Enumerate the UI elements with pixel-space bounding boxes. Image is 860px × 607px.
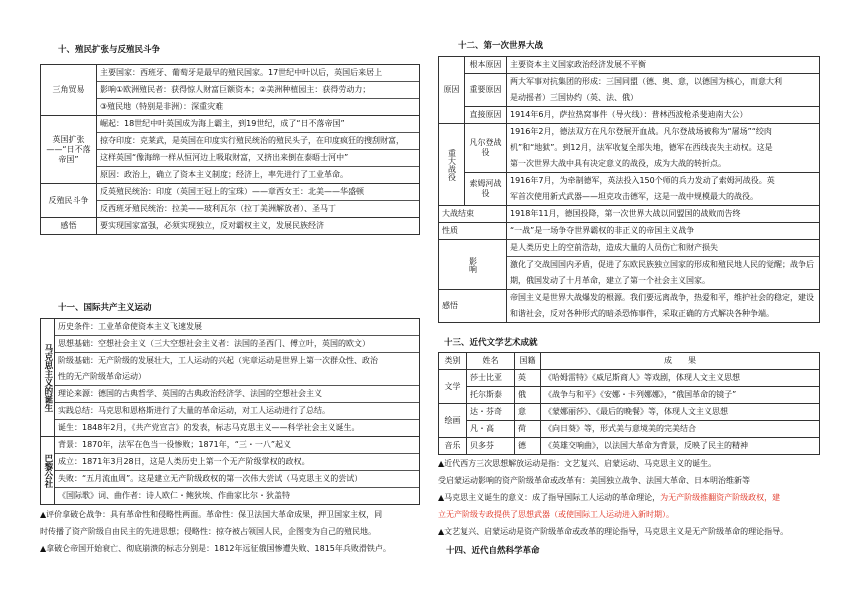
content-line: 阶级基础：无产阶级的发展壮大，工人运动的兴起（宪章运动是世界上第一次群众性、政治 <box>58 356 378 365</box>
section-13-title: 十三、近代文学艺术成就 <box>444 338 538 348</box>
table-row <box>439 173 820 206</box>
content-line: 和谐社会，反对各种形式的暗杀恐怖事件，采取正确的方式解决各种争端。 <box>510 309 774 318</box>
cause-label: 原因 <box>439 57 465 124</box>
ww1-reflection-label: 感悟 <box>439 290 507 323</box>
table-row <box>439 223 820 240</box>
major-battles-label: 重大战役 <box>447 148 457 181</box>
artist-name: 凡・高 <box>467 421 515 438</box>
content-line: 期，俄国发动了十月革命，建立了第一个社会主义国家。 <box>510 276 710 285</box>
table-row <box>439 124 820 173</box>
artist-nation: 意 <box>515 404 541 421</box>
artist-nation: 英 <box>515 370 541 387</box>
nature-label: 性质 <box>439 223 507 240</box>
table-row <box>439 387 820 404</box>
artist-work: 《英雄交响曲》，以法国大革命为背景，反映了民主的精神 <box>541 438 820 455</box>
table-row <box>41 184 420 218</box>
table-row <box>439 370 820 387</box>
artist-name: 贝多芬 <box>467 438 515 455</box>
reflection-label: 感悟 <box>41 218 97 235</box>
artist-name: 达・芬奇 <box>467 404 515 421</box>
verdun-label: 凡尔登战役 <box>465 124 507 173</box>
section-12-title: 十二、第一次世界大战 <box>458 41 544 51</box>
table-row <box>439 57 820 74</box>
category-painting: 绘画 <box>439 404 467 438</box>
content-line: “一战”是一场争夺世界霸权的非正义的帝国主义战争 <box>510 226 695 235</box>
content-line: 帝国主义是世界大战爆发的根源。我们要远离战争，热爱和平，维护社会的稳定，建设 <box>510 293 814 302</box>
table-row <box>439 240 820 290</box>
british-expansion-label: 英国扩张——“日不落帝国” <box>41 116 97 184</box>
anti-colonial-label: 反殖民斗争 <box>41 184 97 218</box>
content-line: 1914年6月，萨拉热窝事件（导火线）：普林西波枪杀斐迪南大公） <box>510 110 748 119</box>
header-category: 类别 <box>439 353 467 370</box>
root-cause-label: 根本原因 <box>465 57 507 74</box>
content-line: 主要国家：西班牙、葡萄牙是最早的殖民国家。17世纪中叶以后，英国后来居上 <box>97 65 419 82</box>
content-line: ③殖民地（特别是非洲）：深重灾难 <box>100 102 224 111</box>
content-line: 1918年11月，德国投降，第一次世界大战以同盟国的战败而告终 <box>510 209 741 218</box>
content-line: 历史条件：工业革命使资本主义飞速发展 <box>55 319 419 336</box>
marxism-significance-note-2: 立无产阶级专政提供了思想武器（或使国际工人运动进入新时期）。 <box>438 510 674 519</box>
header-nation: 国籍 <box>515 353 541 370</box>
table-row <box>41 319 420 437</box>
paris-commune-label: 巴黎公社 <box>42 453 53 488</box>
direct-cause-label: 直接原因 <box>465 107 507 124</box>
table-row <box>439 74 820 107</box>
napoleon-note-3: ▲拿破仑帝国开始衰亡、彻底崩溃的标志分别是：1812年远征俄国惨遭失败、1815年兵败滑铁卢。 <box>40 544 391 553</box>
content-line: 激化了交战国国内矛盾，促进了东欧民族独立国家的形成和殖民地人民的觉醒；战争后 <box>510 260 814 269</box>
artist-nation: 德 <box>515 438 541 455</box>
table-row <box>41 65 420 116</box>
content-line: 是动摇者）三国协约（英、法、俄） <box>510 93 638 102</box>
category-music: 音乐 <box>439 438 467 455</box>
content-line: 这样英国“像海绵一样从恒河边上吸取财富，又挤出来倒在泰晤士河中” <box>97 150 419 167</box>
artist-name: 托尔斯泰 <box>467 387 515 404</box>
section-10-title: 十、殖民扩张与反殖民斗争 <box>58 45 161 55</box>
section-14-title: 十四、近代自然科学革命 <box>446 546 540 556</box>
table-row <box>41 218 420 235</box>
content-line: 影响①欧洲殖民者：获得惊人财富巨额资本；②美洲种植园主：获得劳动力； <box>97 82 419 99</box>
header-achievement: 成 果 <box>541 353 820 370</box>
content-line: 是人类历史上的空前浩劫，造成大量的人员伤亡和财产损失 <box>507 240 819 257</box>
triangle-trade-label: 三角贸易 <box>41 65 97 116</box>
napoleon-note-2: 时传播了资产阶级自由民主的先进思想；侵略性：掠夺被占领国人民，企图变为自己的殖民地。 <box>40 527 376 536</box>
content-line: 性的无产阶级革命运动） <box>55 369 419 386</box>
war-end-label: 大战结束 <box>439 206 507 223</box>
category-literature: 文学 <box>439 370 467 404</box>
content-line: 要实现国家富强，必须实现独立，反对霸权主义，发展民族经济 <box>100 221 324 230</box>
artist-nation: 荷 <box>515 421 541 438</box>
content-line: 思想基础：空想社会主义（三大空想社会主义者：法国的圣西门、傅立叶，英国的欧文） <box>55 336 419 353</box>
napoleon-note-1: ▲评价拿破仑战争：具有革命性和侵略性两面。革命性：保卫法国大革命成果，押卫国家主权，同 <box>40 510 383 519</box>
content-line: 机”和“地狱”。到12月，法军收复全部失地，德军在西线丧失主动权。这是 <box>510 143 773 152</box>
table-row <box>439 353 820 370</box>
artist-work: 《哈姆雷特》《威尼斯商人》等戏剧，体现人文主义思想 <box>541 370 820 387</box>
content-line: 《国际歌》词、曲作者：诗人欧仁・鲍狄埃、作曲家比尔・狄盖特 <box>58 491 290 500</box>
colonial-table <box>40 64 420 235</box>
content-line: 1916年7月，为牵制德军，英法投入150个师的兵力发动了索姆河战役。英 <box>510 176 775 185</box>
content-line: 实践总结：马克思和恩格斯进行了大量的革命运动，对工人运动进行了总结。 <box>55 403 419 420</box>
content-line: 两大军事对抗集团的形成：三国同盟（德、奥、意，以德国为核心，而意大利 <box>510 77 782 86</box>
literature-art-table <box>438 352 820 455</box>
content-line: 失败：“五月流血周”。这是建立无产阶级政权的第一次伟大尝试（马克思主义的尝试） <box>55 471 419 488</box>
table-row <box>439 206 820 223</box>
artist-work: 《蒙娜丽莎》、《最后的晚餐》等，体现人文主义思想 <box>541 404 820 421</box>
artist-name: 莎士比亚 <box>467 370 515 387</box>
table-row <box>439 421 820 438</box>
marxism-birth-label: 马克思主义的诞生 <box>42 343 53 412</box>
communist-table <box>40 318 420 505</box>
table-row <box>439 438 820 455</box>
note-text: ▲马克思主义诞生的意义：成了指导国际工人运动的革命理论， <box>438 493 661 502</box>
bourgeois-revolution-note: 受启蒙运动影响的资产阶级革命或改革有：美国独立战争、法国大革命、日本明治维新等 <box>438 476 750 485</box>
table-row <box>439 107 820 124</box>
content-line: 反西班牙殖民统治：拉美——玻利瓦尔（拉丁美洲解放者）、圣马丁 <box>100 204 336 213</box>
content-line: 诞生：1848年2月，《共产党宣言》的发表，标志马克思主义——科学社会主义诞生。 <box>58 423 360 432</box>
content-line: 背景：1870年，法军在色当一役惨败；1871年，“三・一八”起义 <box>55 437 419 454</box>
table-row <box>41 437 420 505</box>
somme-label: 索姆河战役 <box>465 173 507 206</box>
content-line: 崛起：18世纪中叶英国成为海上霸主，到19世纪，成了“日不落帝国” <box>97 116 419 133</box>
content-line: 理论来源：德国的古典哲学、英国的古典政治经济学、法国的空想社会主义 <box>55 386 419 403</box>
content-line: 原因：政治上，确立了资本主义制度；经济上，率先进行了工业革命。 <box>100 170 348 179</box>
section-11-title: 十一、国际共产主义运动 <box>58 303 152 313</box>
marxism-significance-note <box>438 493 780 503</box>
content-line: 成立：1871年3月28日，这是人类历史上第一个无产阶级掌权的政权。 <box>55 454 419 471</box>
artist-work: 《战争与和平》《安娜・卡列娜娜》，“俄国革命的镜子” <box>541 387 820 404</box>
ww1-table <box>438 56 820 323</box>
note-highlight: 为无产阶级推翻资产阶级政权，建 <box>660 493 781 502</box>
table-row <box>41 116 420 184</box>
content-line: 军首次使用新式武器——坦克攻击德军，这是一战中规模最大的战役。 <box>510 192 758 201</box>
table-row <box>439 404 820 421</box>
content-line: 主要资本主义国家政治经济发展不平衡 <box>510 60 646 69</box>
content-line: 掠夺印度：克莱武，是英国在印度实行殖民统治的殖民头子，在印度疯狂的搜刮财富， <box>97 133 419 150</box>
content-line: 第一次世界大战中具有决定意义的战役，成为大战的转折点。 <box>510 159 726 168</box>
main-cause-label: 重要原因 <box>465 74 507 107</box>
enlightenment-note: ▲近代西方三次思想解放运动是指：文艺复兴、启蒙运动、马克思主义的诞生。 <box>438 459 717 468</box>
content-line: 1916年2月，德法双方在凡尔登展开血战。凡尔登战场被称为“屠场”“绞肉 <box>510 127 772 136</box>
content-line: 反英殖民统治：印度（英国王冠上的宝珠）——章西女王：北美——华盛顿 <box>97 184 419 201</box>
artist-nation: 俄 <box>515 387 541 404</box>
table-row <box>439 290 820 323</box>
artist-work: 《向日葵》等，形式美与意境美的完美结合 <box>541 421 820 438</box>
header-name: 姓名 <box>467 353 515 370</box>
impact-label: 影响 <box>468 256 478 273</box>
theory-guidance-note: ▲文艺复兴、启蒙运动是资产阶级革命或改革的理论指导，马克思主义是无产阶级革命的理论指导。 <box>438 527 789 536</box>
